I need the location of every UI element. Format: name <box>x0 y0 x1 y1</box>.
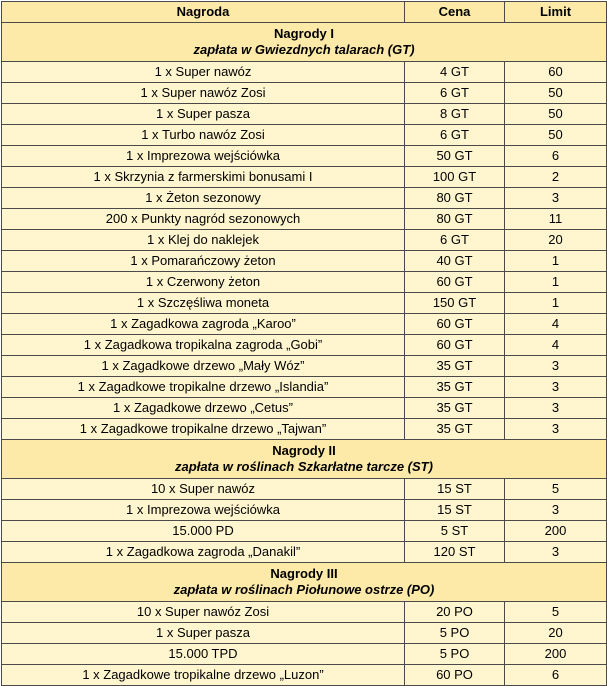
table-row <box>2 188 607 209</box>
price-cell: 100 GT <box>405 167 505 188</box>
reward-name-cell: 1 x Zagadkowa tropikalna zagroda „Gobi” <box>2 335 405 356</box>
reward-name-cell: 1 x Szczęśliwa moneta <box>2 293 405 314</box>
table-row <box>2 272 607 293</box>
reward-name-cell: 15.000 PD <box>2 521 405 542</box>
price-cell: 60 GT <box>405 335 505 356</box>
reward-name-cell: 1 x Zagadkowa zagroda „Karoo” <box>2 314 405 335</box>
section-title: Nagrody I <box>274 26 334 41</box>
section-title: Nagrody III <box>270 566 338 581</box>
limit-cell: 200 <box>505 644 607 665</box>
limit-cell: 20 <box>505 230 607 251</box>
price-cell: 60 PO <box>405 665 505 686</box>
section-header-row <box>2 563 607 602</box>
limit-cell: 4 <box>505 314 607 335</box>
section-header-row <box>2 440 607 479</box>
table-row <box>2 335 607 356</box>
price-cell: 80 GT <box>405 209 505 230</box>
limit-cell: 60 <box>505 62 607 83</box>
table-row <box>2 665 607 686</box>
price-cell: 35 GT <box>405 419 505 440</box>
limit-cell: 11 <box>505 209 607 230</box>
limit-cell: 5 <box>505 479 607 500</box>
limit-cell: 200 <box>505 521 607 542</box>
table-body <box>2 23 607 686</box>
price-cell: 120 ST <box>405 542 505 563</box>
reward-name-cell: 10 x Super nawóz Zosi <box>2 602 405 623</box>
reward-name-cell: 1 x Zagadkowe tropikalne drzewo „Tajwan” <box>2 419 405 440</box>
table-row <box>2 377 607 398</box>
limit-cell: 4 <box>505 335 607 356</box>
price-cell: 6 GT <box>405 83 505 104</box>
table-row <box>2 398 607 419</box>
table-row <box>2 167 607 188</box>
header-reward: Nagroda <box>2 2 405 23</box>
price-cell: 35 GT <box>405 377 505 398</box>
limit-cell: 5 <box>505 602 607 623</box>
table-row <box>2 62 607 83</box>
reward-name-cell: 1 x Pomarańczowy żeton <box>2 251 405 272</box>
limit-cell: 3 <box>505 500 607 521</box>
reward-name-cell: 1 x Super pasza <box>2 623 405 644</box>
header-limit: Limit <box>505 2 607 23</box>
section-subtitle: zapłata w roślinach Piołunowe ostrze (PO) <box>173 582 435 597</box>
reward-name-cell: 1 x Super nawóz <box>2 62 405 83</box>
rewards-table <box>1 1 607 686</box>
table-row <box>2 125 607 146</box>
reward-name-cell: 1 x Zagadkowe tropikalne drzewo „Luzon” <box>2 665 405 686</box>
reward-name-cell: 1 x Zagadkowe drzewo „Mały Wóz” <box>2 356 405 377</box>
price-cell: 60 GT <box>405 272 505 293</box>
table-row <box>2 293 607 314</box>
reward-name-cell: 1 x Super nawóz Zosi <box>2 83 405 104</box>
price-cell: 5 PO <box>405 644 505 665</box>
limit-cell: 3 <box>505 419 607 440</box>
table-row <box>2 500 607 521</box>
reward-name-cell: 1 x Turbo nawóz Zosi <box>2 125 405 146</box>
limit-cell: 3 <box>505 542 607 563</box>
limit-cell: 3 <box>505 356 607 377</box>
section-title: Nagrody II <box>272 443 336 458</box>
price-cell: 5 ST <box>405 521 505 542</box>
reward-name-cell: 10 x Super nawóz <box>2 479 405 500</box>
section-subtitle: zapłata w Gwiezdnych talarach (GT) <box>193 42 415 57</box>
table-row <box>2 356 607 377</box>
reward-name-cell: 1 x Zagadkowa zagroda „Danakil” <box>2 542 405 563</box>
table-row <box>2 521 607 542</box>
table-header-row <box>2 2 607 23</box>
table-row <box>2 146 607 167</box>
table-row <box>2 104 607 125</box>
reward-name-cell: 1 x Imprezowa wejściówka <box>2 146 405 167</box>
price-cell: 40 GT <box>405 251 505 272</box>
price-cell: 8 GT <box>405 104 505 125</box>
limit-cell: 6 <box>505 146 607 167</box>
table-row <box>2 419 607 440</box>
table-row <box>2 314 607 335</box>
price-cell: 15 ST <box>405 479 505 500</box>
reward-name-cell: 1 x Żeton sezonowy <box>2 188 405 209</box>
reward-name-cell: 1 x Czerwony żeton <box>2 272 405 293</box>
section-header-row <box>2 23 607 62</box>
table-row <box>2 230 607 251</box>
price-cell: 6 GT <box>405 230 505 251</box>
reward-name-cell: 15.000 TPD <box>2 644 405 665</box>
price-cell: 5 PO <box>405 623 505 644</box>
reward-name-cell: 1 x Zagadkowe drzewo „Cetus” <box>2 398 405 419</box>
price-cell: 35 GT <box>405 398 505 419</box>
price-cell: 35 GT <box>405 356 505 377</box>
reward-name-cell: 1 x Skrzynia z farmerskimi bonusami I <box>2 167 405 188</box>
section-header <box>2 440 607 479</box>
limit-cell: 3 <box>505 188 607 209</box>
limit-cell: 1 <box>505 251 607 272</box>
reward-name-cell: 1 x Imprezowa wejściówka <box>2 500 405 521</box>
table-row <box>2 479 607 500</box>
table-row <box>2 644 607 665</box>
table-row <box>2 542 607 563</box>
reward-name-cell: 200 x Punkty nagród sezonowych <box>2 209 405 230</box>
price-cell: 50 GT <box>405 146 505 167</box>
limit-cell: 20 <box>505 623 607 644</box>
section-header <box>2 563 607 602</box>
price-cell: 20 PO <box>405 602 505 623</box>
table-row <box>2 251 607 272</box>
price-cell: 6 GT <box>405 125 505 146</box>
limit-cell: 1 <box>505 293 607 314</box>
price-cell: 60 GT <box>405 314 505 335</box>
limit-cell: 6 <box>505 665 607 686</box>
price-cell: 15 ST <box>405 500 505 521</box>
reward-name-cell: 1 x Zagadkowe tropikalne drzewo „Islandia” <box>2 377 405 398</box>
section-header <box>2 23 607 62</box>
limit-cell: 1 <box>505 272 607 293</box>
price-cell: 150 GT <box>405 293 505 314</box>
limit-cell: 50 <box>505 83 607 104</box>
price-cell: 80 GT <box>405 188 505 209</box>
limit-cell: 3 <box>505 398 607 419</box>
price-cell: 4 GT <box>405 62 505 83</box>
limit-cell: 50 <box>505 104 607 125</box>
limit-cell: 3 <box>505 377 607 398</box>
table-row <box>2 623 607 644</box>
section-subtitle: zapłata w roślinach Szkarłatne tarcze (ST) <box>175 459 433 474</box>
table-row <box>2 209 607 230</box>
limit-cell: 2 <box>505 167 607 188</box>
table-row <box>2 602 607 623</box>
header-price: Cena <box>405 2 505 23</box>
limit-cell: 50 <box>505 125 607 146</box>
table-row <box>2 83 607 104</box>
reward-name-cell: 1 x Super pasza <box>2 104 405 125</box>
reward-name-cell: 1 x Klej do naklejek <box>2 230 405 251</box>
